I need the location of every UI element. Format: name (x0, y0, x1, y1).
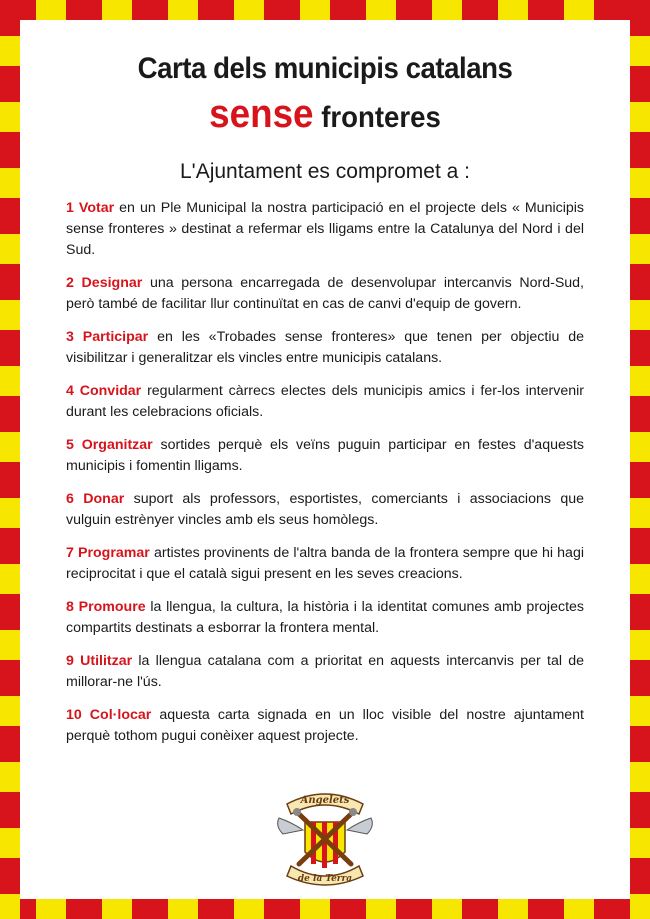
page-title-line2 (46, 92, 604, 137)
commitment-verb: 6 Donar (66, 491, 125, 507)
commitment-item (66, 597, 584, 639)
commitment-item (66, 435, 584, 477)
commitment-verb: 4 Convidar (66, 383, 142, 399)
commitment-item (66, 327, 584, 369)
commitment-text: una persona encarregada de desenvolupar intercanvis Nord-Sud, però també de facilitar llur continuïtat en cas de canvi d'equip de govern. (66, 275, 585, 312)
title-accent: sense (209, 92, 314, 136)
commitment-verb: 7 Programar (66, 545, 150, 561)
left-border-stripe (0, 0, 20, 919)
right-border-stripe (630, 0, 650, 919)
subtitle: L'Ajuntament es compromet a : (180, 160, 470, 183)
commitment-text: la llengua, la cultura, la història i la identitat comunes amb projectes compartits destinats a esborrar la frontera mental. (66, 599, 584, 636)
commitment-text: sortides perquè els veïns puguin participar en festes d'aquests municipis i fomentin lligams. (66, 437, 584, 474)
commitment-item (66, 543, 584, 585)
page-title: Carta dels municipis catalans (137, 52, 513, 85)
logo-bottom-text: de la Terra (297, 874, 353, 884)
angelets-de-la-terra-emblem-icon (273, 782, 377, 888)
commitment-item (66, 705, 584, 747)
logo-top-text: Angelets (300, 795, 350, 806)
commitment-verb: 9 Utilitzar (66, 653, 133, 669)
commitment-item (66, 273, 584, 315)
commitment-verb: 3 Participar (66, 329, 149, 345)
commitment-list (66, 198, 584, 759)
commitment-item (66, 198, 584, 261)
commitment-verb: 10 Col·locar (66, 707, 152, 723)
commitment-verb: 1 Votar (66, 200, 115, 216)
commitment-item (66, 381, 584, 423)
commitment-text: en les «Trobades sense fronteres» que tenen per objectiu de visibilitzar i generalitzar els vincles entre municipis catalans. (66, 329, 584, 366)
commitment-text: aquesta carta signada en un lloc visible del nostre ajuntament perquè tothom pugui conèixer aquest projecte. (66, 707, 584, 744)
commitment-text: suport als professors, esportistes, comerciants i associacions que vulguin estrènyer vincles amb els seus homòlegs. (66, 491, 584, 528)
commitment-verb: 8 Promoure (66, 599, 146, 615)
commitment-text: en un Ple Municipal la nostra participació en el projecte dels « Municipis sense fronteres » destinat a refermar els lligams entre la Catalunya del Nord i del Sud. (66, 200, 584, 258)
commitment-item (66, 651, 584, 693)
commitment-text: la llengua catalana com a prioritat en aquests intercanvis per tal de millorar-ne l'ús. (66, 653, 584, 690)
bottom-border-stripe (0, 899, 650, 919)
top-border-stripe (0, 0, 650, 20)
commitment-verb: 5 Organitzar (66, 437, 153, 453)
document-sheet (22, 22, 628, 897)
commitment-text: artistes provinents de l'altra banda de la frontera sempre que hi hagi reciprocitat i que el català sigui present en les seves creacions. (66, 545, 584, 582)
commitment-text: regularment càrrecs electes dels municipis amics i fer-los intervenir durant les celebracions oficials. (66, 383, 584, 420)
commitment-item (66, 489, 584, 531)
commitment-verb: 2 Designar (66, 275, 143, 291)
title-rest: fronteres (321, 101, 441, 134)
